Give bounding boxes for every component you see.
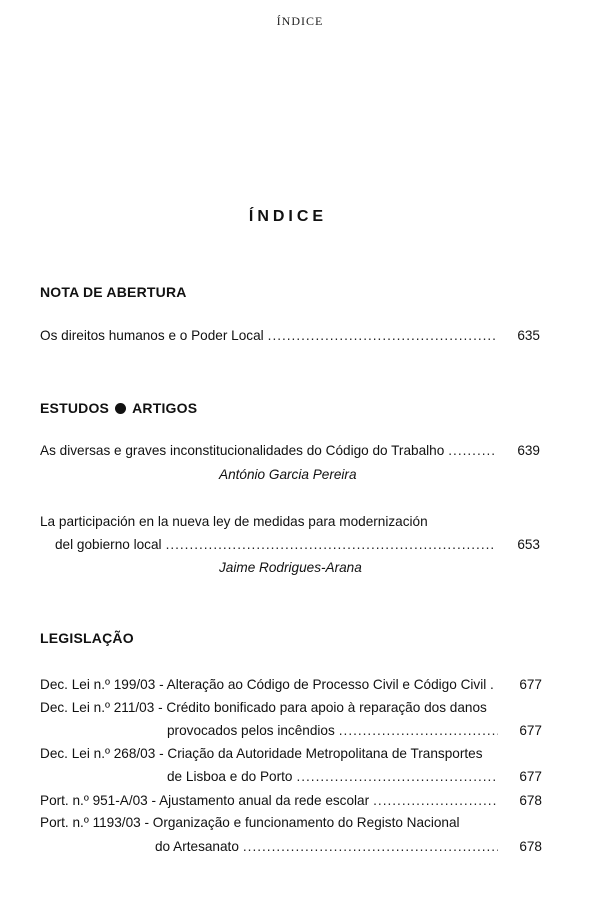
dot-leader — [339, 723, 498, 738]
entry-title: Dec. Lei n.º 211/03 - Crédito bonificado para apoio à reparação dos danos — [40, 700, 487, 715]
entry-title: Dec. Lei n.º 199/03 - Alteração ao Código de Processo Civil e Código Civil . — [40, 677, 494, 692]
section-heading-estudos-a: ESTUDOS — [40, 400, 110, 416]
toc-entry-line1[interactable] — [40, 815, 460, 830]
toc-entry-line1[interactable] — [40, 746, 483, 761]
entry-title-cont: do Artesanato — [155, 839, 239, 854]
page-number: 635 — [517, 328, 540, 343]
entry-title-cont: de Lisboa e do Porto — [167, 769, 293, 784]
running-head: ÍNDICE — [276, 14, 324, 28]
toc-entry-line2[interactable] — [55, 537, 500, 552]
entry-title: La participación en la nueva ley de medidas para modernización — [40, 514, 428, 529]
entry-title-cont: provocados pelos incêndios — [167, 723, 335, 738]
dot-leader — [448, 443, 496, 458]
page-number: 677 — [519, 677, 542, 692]
toc-entry-line2[interactable] — [155, 839, 502, 854]
entry-title: Dec. Lei n.º 268/03 - Criação da Autoridade Metropolitana de Transportes — [40, 746, 483, 761]
entry-title: Os direitos humanos e o Poder Local — [40, 328, 264, 343]
section-heading-legislacao: LEGISLAÇÃO — [40, 630, 134, 646]
toc-entry-line2[interactable] — [167, 723, 502, 738]
toc-entry[interactable] — [40, 443, 500, 458]
page-number: 678 — [519, 839, 542, 854]
section-heading-estudos — [40, 400, 197, 416]
toc-entry-line2[interactable] — [167, 769, 502, 784]
toc-entry-line1[interactable] — [40, 514, 428, 529]
bullet-icon — [115, 403, 126, 414]
page-number: 653 — [517, 537, 540, 552]
page-number: 639 — [517, 443, 540, 458]
entry-author: Jaime Rodrigues-Arana — [219, 560, 362, 575]
page-title: ÍNDICE — [248, 208, 328, 225]
page-number: 677 — [519, 723, 542, 738]
entry-title: Port. n.º 951-A/03 - Ajustamento anual da rede escolar — [40, 793, 370, 808]
entry-title: As diversas e graves inconstitucionalidades do Código do Trabalho — [40, 443, 445, 458]
page-number: 678 — [519, 793, 542, 808]
toc-entry[interactable] — [40, 328, 500, 343]
dot-leader — [373, 793, 498, 808]
section-heading-abertura: NOTA DE ABERTURA — [40, 284, 187, 300]
section-heading-estudos-b: ARTIGOS — [132, 400, 198, 416]
dot-leader — [296, 769, 498, 784]
toc-entry[interactable] — [40, 793, 502, 808]
entry-title-cont: del gobierno local — [55, 537, 162, 552]
toc-entry[interactable] — [40, 677, 494, 692]
dot-leader — [166, 537, 496, 552]
toc-entry-line1[interactable] — [40, 700, 487, 715]
dot-leader — [268, 328, 496, 343]
dot-leader — [243, 839, 498, 854]
entry-title: Port. n.º 1193/03 - Organização e funcionamento do Registo Nacional — [40, 815, 460, 830]
entry-author: António Garcia Pereira — [219, 467, 357, 482]
page-number: 677 — [519, 769, 542, 784]
